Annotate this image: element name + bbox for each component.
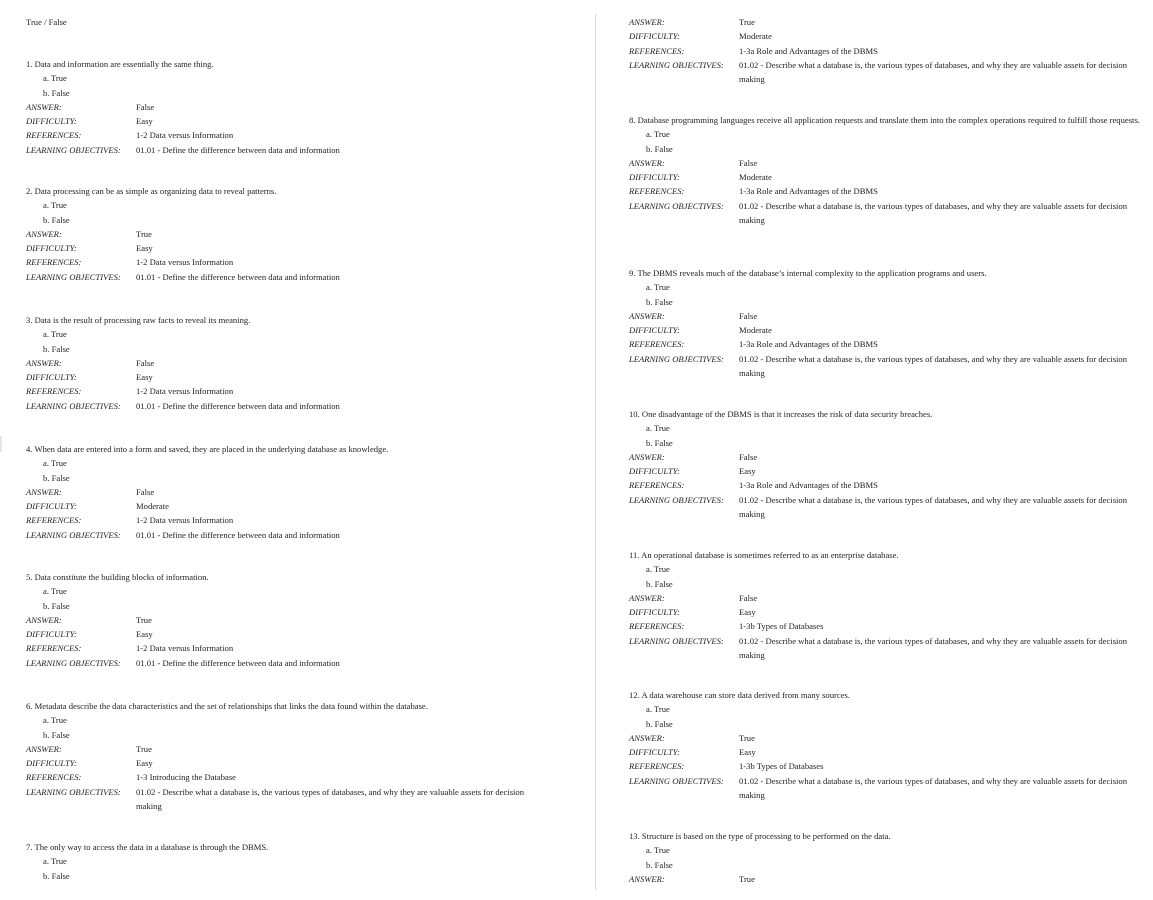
references-label: REFERENCES: <box>26 257 82 268</box>
objectives-value: 01.02 - Describe what a database is, the various types of databases, and why they are valuable assets for decision making <box>739 353 1128 379</box>
references-value: 1-2 Data versus Information <box>136 643 234 654</box>
objectives-row <box>26 143 574 157</box>
answer-row <box>26 227 574 241</box>
objectives-value: 01.02 - Describe what a database is, the various types of databases, and why they are valuable assets for decision making <box>739 59 1128 85</box>
objectives-row <box>26 399 574 413</box>
option-false[interactable]: b. False <box>43 729 70 740</box>
references-value: 1-3b Types of Databases <box>739 761 824 772</box>
option-true[interactable]: a. True <box>646 845 670 856</box>
difficulty-row <box>26 627 574 641</box>
references-row <box>629 619 1153 633</box>
references-row <box>26 384 574 398</box>
option-false[interactable]: b. False <box>646 437 673 448</box>
objectives-row <box>629 199 1153 228</box>
question-text: 3. Data is the result of processing raw facts to reveal its meaning. <box>26 315 251 325</box>
answer-row <box>629 872 1153 886</box>
answer-label: ANSWER: <box>629 310 665 321</box>
references-value: 1-2 Data versus Information <box>136 515 234 526</box>
question-13 <box>629 829 1153 886</box>
difficulty-value: Moderate <box>739 325 772 336</box>
answer-value: True <box>739 873 755 884</box>
option-true[interactable]: a. True <box>646 423 670 434</box>
references-row <box>26 641 574 655</box>
objectives-row <box>26 785 574 814</box>
difficulty-label: DIFFICULTY: <box>629 172 680 183</box>
answer-row <box>629 156 1153 170</box>
option-true[interactable]: a. True <box>646 564 670 575</box>
objectives-value: 01.01 - Define the difference between data and information <box>136 144 340 155</box>
answer-value: False <box>739 310 758 321</box>
difficulty-row <box>629 464 1153 478</box>
answer-value: False <box>739 592 758 603</box>
objectives-label: LEARNING OBJECTIVES: <box>26 657 121 668</box>
question-text: 9. The DBMS reveals much of the database’s internal complexity to the application programs and users. <box>629 268 987 278</box>
answer-row <box>26 613 574 627</box>
option-true[interactable]: a. True <box>43 200 67 211</box>
option-false[interactable]: b. False <box>646 718 673 729</box>
answer-row <box>629 731 1153 745</box>
difficulty-label: DIFFICULTY: <box>26 629 77 640</box>
references-row <box>629 337 1153 351</box>
difficulty-label: DIFFICULTY: <box>26 758 77 769</box>
option-true[interactable]: a. True <box>43 586 67 597</box>
option-true[interactable]: a. True <box>43 715 67 726</box>
references-value: 1-3a Role and Advantages of the DBMS <box>739 480 878 491</box>
objectives-row <box>26 270 574 284</box>
answer-value: False <box>739 157 758 168</box>
answer-row <box>26 742 574 756</box>
question-text: 4. When data are entered into a form and saved, they are placed in the underlying database as knowledge. <box>26 444 389 454</box>
objectives-row <box>629 634 1153 663</box>
objectives-row <box>629 774 1153 803</box>
references-row <box>26 513 574 527</box>
difficulty-value: Easy <box>136 629 153 640</box>
objectives-value: 01.01 - Define the difference between data and information <box>136 271 340 282</box>
answer-value: True <box>136 614 152 625</box>
option-true[interactable]: a. True <box>43 329 67 340</box>
difficulty-label: DIFFICULTY: <box>629 607 680 618</box>
references-value: 1-3a Role and Advantages of the DBMS <box>739 186 878 197</box>
question-text: 6. Metadata describe the data characteristics and the set of relationships that links the data found within the database. <box>26 701 428 711</box>
option-false[interactable]: b. False <box>43 343 70 354</box>
difficulty-value: Moderate <box>136 501 169 512</box>
difficulty-value: Easy <box>739 466 756 477</box>
answer-row <box>629 450 1153 464</box>
option-true[interactable]: a. True <box>43 458 67 469</box>
option-false[interactable]: b. False <box>43 472 70 483</box>
question-12 <box>629 688 1153 802</box>
objectives-label: LEARNING OBJECTIVES: <box>629 200 724 211</box>
difficulty-row <box>629 29 1153 43</box>
difficulty-value: Moderate <box>739 31 772 42</box>
references-value: 1-3a Role and Advantages of the DBMS <box>739 45 878 56</box>
references-row <box>26 255 574 269</box>
objectives-value: 01.01 - Define the difference between data and information <box>136 657 340 668</box>
answer-row <box>629 15 1153 29</box>
answer-label: ANSWER: <box>629 873 665 884</box>
question-text: 2. Data processing can be as simple as organizing data to reveal patterns. <box>26 186 277 196</box>
answer-value: True <box>739 732 755 743</box>
option-true[interactable]: a. True <box>43 856 67 867</box>
option-false[interactable]: b. False <box>646 859 673 870</box>
question-4 <box>26 442 574 542</box>
references-row <box>629 44 1153 58</box>
objectives-label: LEARNING OBJECTIVES: <box>629 494 724 505</box>
references-label: REFERENCES: <box>629 621 685 632</box>
question-9 <box>629 266 1153 380</box>
references-label: REFERENCES: <box>26 515 82 526</box>
question-1 <box>26 57 574 157</box>
difficulty-value: Easy <box>136 116 153 127</box>
option-false[interactable]: b. False <box>646 296 673 307</box>
answer-value: True <box>136 743 152 754</box>
difficulty-label: DIFFICULTY: <box>26 116 77 127</box>
objectives-label: LEARNING OBJECTIVES: <box>26 400 121 411</box>
answer-row <box>629 591 1153 605</box>
references-row <box>26 770 574 784</box>
answer-label: ANSWER: <box>629 17 665 27</box>
answer-value: False <box>136 357 155 368</box>
references-value: 1-3a Role and Advantages of the DBMS <box>739 339 878 350</box>
objectives-value: 01.02 - Describe what a database is, the various types of databases, and why they are valuable assets for decision making <box>739 635 1128 661</box>
difficulty-label: DIFFICULTY: <box>26 243 77 254</box>
difficulty-label: DIFFICULTY: <box>629 747 680 758</box>
answer-label: ANSWER: <box>26 614 62 625</box>
column-divider <box>595 14 596 890</box>
references-row <box>629 759 1153 773</box>
references-row <box>629 184 1153 198</box>
objectives-value: 01.02 - Describe what a database is, the various types of databases, and why they are valuable assets for decision making <box>739 200 1128 226</box>
objectives-row <box>629 493 1153 522</box>
answer-value: False <box>136 101 155 112</box>
question-3 <box>26 313 574 413</box>
references-row <box>26 128 574 142</box>
answer-label: ANSWER: <box>629 592 665 603</box>
objectives-row <box>629 352 1153 381</box>
question-10 <box>629 407 1153 521</box>
references-value: 1-2 Data versus Information <box>136 130 234 141</box>
answer-label: ANSWER: <box>26 101 62 112</box>
objectives-value: 01.02 - Describe what a database is, the various types of databases, and why they are valuable assets for decision making <box>739 494 1128 520</box>
objectives-value: 01.01 - Define the difference between data and information <box>136 529 340 540</box>
answer-row <box>26 356 574 370</box>
question-text: 12. A data warehouse can store data derived from many sources. <box>629 690 850 700</box>
question-8 <box>629 113 1153 227</box>
question-text: 11. An operational database is sometimes referred to as an enterprise database. <box>629 550 899 560</box>
objectives-label: LEARNING OBJECTIVES: <box>629 775 724 786</box>
references-label: REFERENCES: <box>629 186 685 197</box>
objectives-label: LEARNING OBJECTIVES: <box>26 271 121 282</box>
objectives-label: LEARNING OBJECTIVES: <box>26 144 121 155</box>
question-text: 7. The only way to access the data in a database is through the DBMS. <box>26 842 269 852</box>
option-true[interactable]: a. True <box>43 73 67 84</box>
answer-row <box>629 309 1153 323</box>
section-title: True / False <box>26 17 67 27</box>
answer-value: False <box>136 486 155 497</box>
references-label: REFERENCES: <box>629 339 685 350</box>
difficulty-value: Easy <box>136 758 153 769</box>
answer-row <box>26 485 574 499</box>
answer-label: ANSWER: <box>26 486 62 497</box>
references-label: REFERENCES: <box>629 480 685 491</box>
objectives-label: LEARNING OBJECTIVES: <box>629 353 724 364</box>
option-false[interactable]: b. False <box>43 214 70 225</box>
references-value: 1-3 Introducing the Database <box>136 772 236 783</box>
option-false[interactable]: b. False <box>43 870 70 881</box>
objectives-value: 01.02 - Describe what a database is, the various types of databases, and why they are valuable assets for decision making <box>136 786 525 812</box>
difficulty-value: Easy <box>136 243 153 254</box>
objectives-label: LEARNING OBJECTIVES: <box>629 635 724 646</box>
difficulty-label: DIFFICULTY: <box>26 372 77 383</box>
answer-label: ANSWER: <box>629 732 665 743</box>
answer-value: True <box>739 17 755 27</box>
difficulty-row <box>26 241 574 255</box>
objectives-row <box>629 58 1153 87</box>
question-text: 1. Data and information are essentially the same thing. <box>26 59 214 69</box>
difficulty-row <box>26 499 574 513</box>
answer-label: ANSWER: <box>26 228 62 239</box>
difficulty-label: DIFFICULTY: <box>629 31 680 42</box>
difficulty-row <box>26 114 574 128</box>
answer-label: ANSWER: <box>26 743 62 754</box>
objectives-label: LEARNING OBJECTIVES: <box>26 786 121 797</box>
question-6 <box>26 699 574 813</box>
page-edge-mark <box>0 436 2 452</box>
option-false[interactable]: b. False <box>646 143 673 154</box>
references-value: 1-2 Data versus Information <box>136 257 234 268</box>
option-true[interactable]: a. True <box>646 129 670 140</box>
question-7 <box>26 840 574 883</box>
question-7-continued <box>629 15 1153 86</box>
objectives-label: LEARNING OBJECTIVES: <box>629 59 724 70</box>
answer-row <box>26 100 574 114</box>
answer-label: ANSWER: <box>629 157 665 168</box>
difficulty-row <box>26 370 574 384</box>
answer-value: False <box>739 451 758 462</box>
option-false[interactable]: b. False <box>43 87 70 98</box>
references-value: 1-2 Data versus Information <box>136 386 234 397</box>
difficulty-label: DIFFICULTY: <box>629 325 680 336</box>
difficulty-row <box>26 756 574 770</box>
option-true[interactable]: a. True <box>646 282 670 293</box>
answer-value: True <box>136 228 152 239</box>
question-5 <box>26 570 574 670</box>
references-label: REFERENCES: <box>26 130 82 141</box>
references-label: REFERENCES: <box>26 386 82 397</box>
references-value: 1-3b Types of Databases <box>739 621 824 632</box>
question-2 <box>26 184 574 284</box>
difficulty-value: Easy <box>136 372 153 383</box>
references-row <box>629 478 1153 492</box>
difficulty-label: DIFFICULTY: <box>26 501 77 512</box>
question-text: 8. Database programming languages receive all application requests and translate them into the complex operations required to fulfill those requests. <box>629 115 1140 125</box>
question-text: 5. Data constitute the building blocks of information. <box>26 572 209 582</box>
objectives-label: LEARNING OBJECTIVES: <box>26 529 121 540</box>
references-label: REFERENCES: <box>26 643 82 654</box>
difficulty-row <box>629 605 1153 619</box>
references-label: REFERENCES: <box>629 45 685 56</box>
references-label: REFERENCES: <box>629 761 685 772</box>
option-true[interactable]: a. True <box>646 704 670 715</box>
objectives-row <box>26 656 574 670</box>
objectives-value: 01.01 - Define the difference between data and information <box>136 400 340 411</box>
difficulty-row <box>629 745 1153 759</box>
difficulty-value: Moderate <box>739 172 772 183</box>
difficulty-value: Easy <box>739 607 756 618</box>
difficulty-row <box>629 170 1153 184</box>
objectives-value: 01.02 - Describe what a database is, the various types of databases, and why they are valuable assets for decision making <box>739 775 1128 801</box>
references-label: REFERENCES: <box>26 772 82 783</box>
difficulty-row <box>629 323 1153 337</box>
question-11 <box>629 548 1153 662</box>
question-text: 10. One disadvantage of the DBMS is that it increases the risk of data security breaches. <box>629 409 933 419</box>
difficulty-label: DIFFICULTY: <box>629 466 680 477</box>
option-false[interactable]: b. False <box>43 600 70 611</box>
answer-label: ANSWER: <box>629 451 665 462</box>
difficulty-value: Easy <box>739 747 756 758</box>
question-text: 13. Structure is based on the type of processing to be performed on the data. <box>629 831 891 841</box>
option-false[interactable]: b. False <box>646 578 673 589</box>
answer-label: ANSWER: <box>26 357 62 368</box>
objectives-row <box>26 528 574 542</box>
